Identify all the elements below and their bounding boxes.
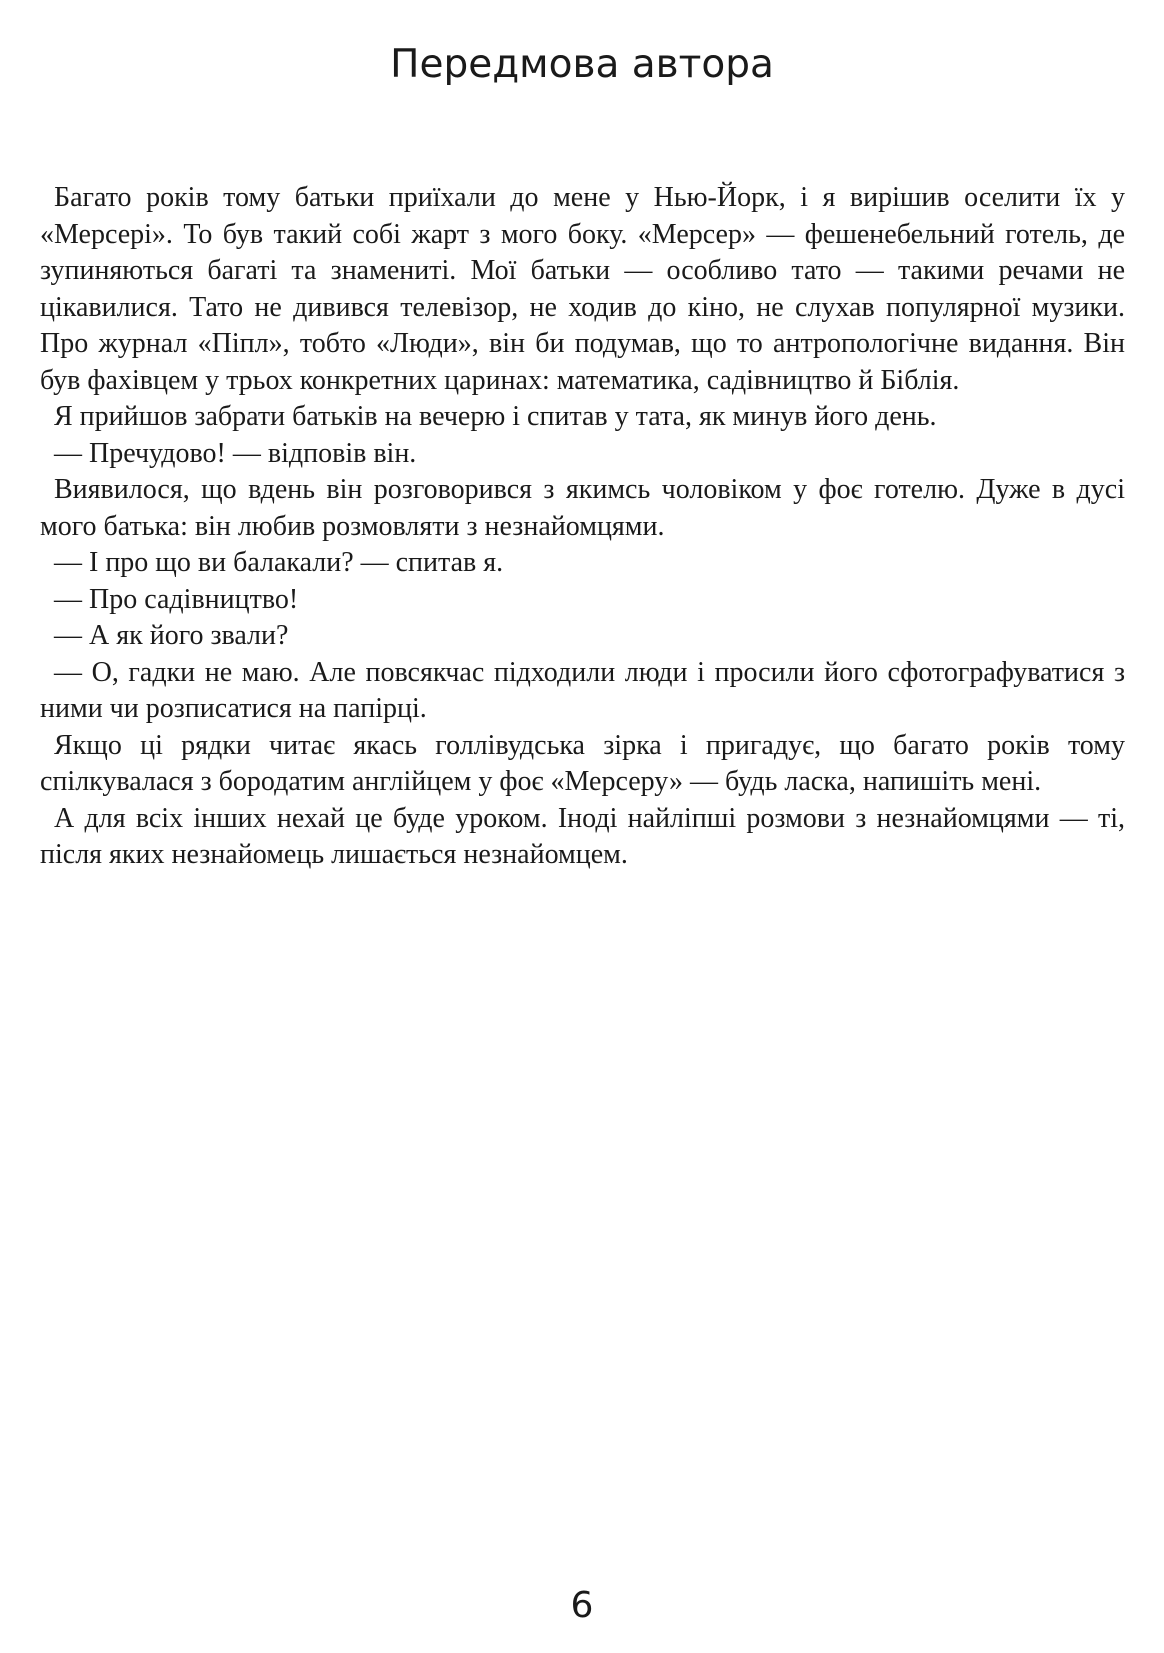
paragraph: — О, гадки не маю. Але повсякчас підходили люди і просили його сфотографуватися з ними чи розписатися на папірці. xyxy=(40,656,1125,724)
paragraph: — А як його звали? xyxy=(54,620,289,651)
page-number: 6 xyxy=(570,1585,594,1626)
paragraph: — І про що ви балакали? — спитав я. xyxy=(54,547,504,578)
paragraph: Багато років тому батьки приїхали до мене у Нью-Йорк, і я вирішив оселити їх у «Мерсері». То був такий собі жарт з мого боку. «Мерсер» — фешенебельний готель, де зупиняються багаті та знамениті. Мої батьки — особливо тато — такими речами не цікавилися. Тато не дивився телевізор, не ходив до кіно, не слухав популярної музики. Про журнал «Піпл», тобто «Люди», він би подумав, що то антропологічне видання. Він був фахівцем у трьох конкретних царинах: математика, садівництво й Біблія. xyxy=(40,182,1125,396)
paragraph: Я прийшов забрати батьків на вечерю і спитав у тата, як минув його день. xyxy=(54,401,937,432)
paragraph: — Пречудово! — відповів він. xyxy=(54,437,417,469)
body-text xyxy=(40,180,1125,874)
paragraph: — Про садівництво! xyxy=(54,583,299,615)
paragraph: Виявилося, що вдень він розговорився з якимсь чоловіком у фоє готелю. Дуже в дусі мого батька: він любив розмовляти з незнайомцями. xyxy=(40,474,1125,542)
paragraph: А для всіх інших нехай це буде уроком. Іноді найліпші розмови з незнайомцями — ті, після яких незнайомець лишається незнайомцем. xyxy=(40,802,1125,870)
page-title: Передмова автора xyxy=(390,42,774,87)
paragraph: Якщо ці рядки читає якась голлівудська зірка і пригадує, що багато років тому спілкувалася з бородатим англійцем у фоє «Мерсеру» — будь ласка, напишіть мені. xyxy=(40,729,1125,797)
